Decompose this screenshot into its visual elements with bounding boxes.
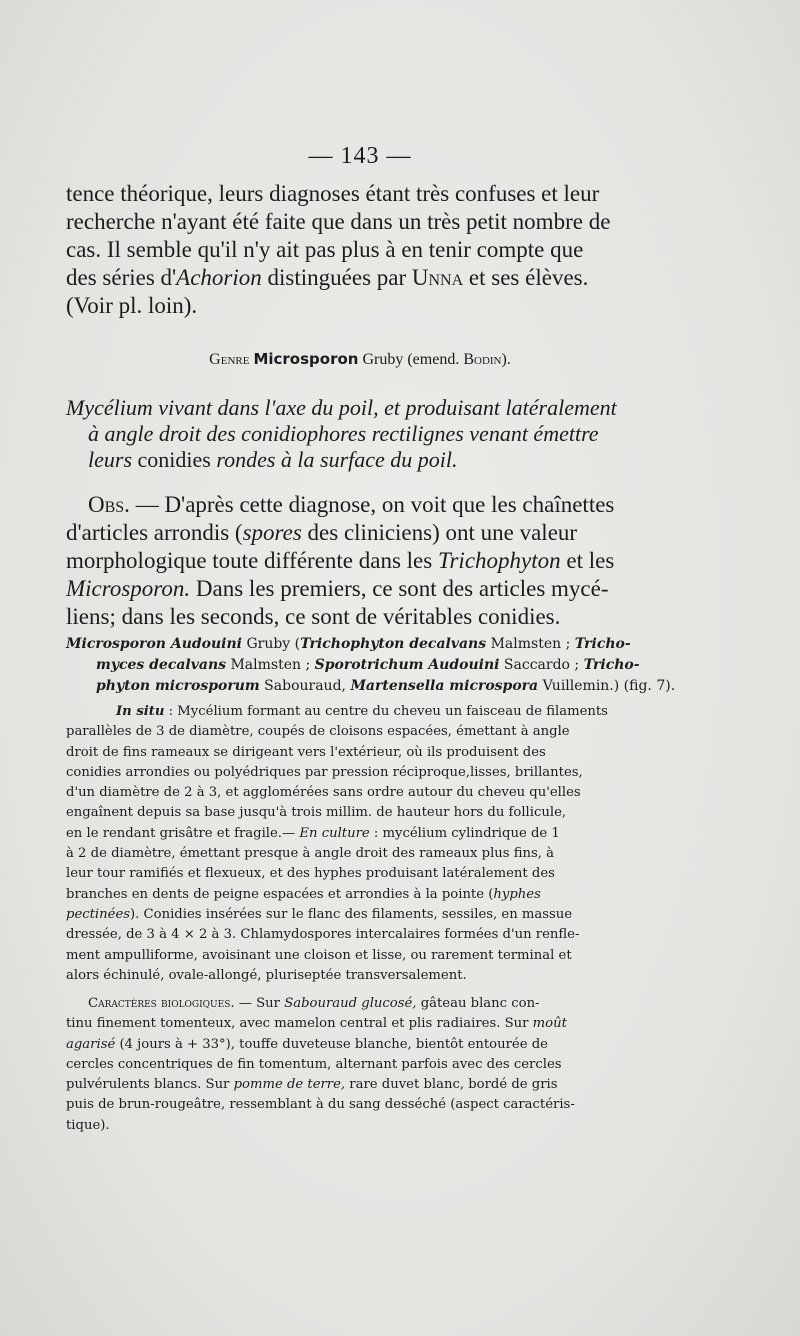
intro-paragraph bbox=[66, 180, 652, 320]
genus-heading: Genre Microsporon Gruby (emend. Bodin). bbox=[209, 350, 511, 368]
biological-characters: Caractères biologiques. — Sur Sabouraud glucosé, gâteau blanc con- tinu finement tomenteux, avec mamelon central et plis radiaires. Sur moût agarisé (4 jours à + 33°), touffe duveteuse blanche, bientôt entourée de cercles concentriques de fin tomentum, alternant parfois avec des cercles pulvérulents blancs. Sur pomme de terre, rare duvet blanc, bordé de gris puis de brun-rougeâtre, ressemblant à du sang desséché (aspect caractéris- tique). bbox=[66, 996, 575, 1133]
text-line: (Voir pl. loin). bbox=[66, 293, 198, 318]
page-number: — 143 — bbox=[308, 143, 412, 169]
genus-diagnosis: Mycélium vivant dans l'axe du poil, et produisant latéralement à angle droit des conidiophores rectilignes venant émettre leurs conidies rondes à la surface du poil. bbox=[66, 395, 617, 472]
species-synonymy: Microsporon Audouini Gruby (Trichophyton decalvans Malmsten ; Tricho- myces decalvans Malmsten ; Sporotrichum Audouini Saccardo ; Tricho- phyton microsporum Sabouraud, Martensella microspora Vuillemin.) (fig. 7). bbox=[66, 636, 676, 694]
genus-name: Achorion bbox=[176, 265, 262, 290]
author-name: Unna bbox=[411, 265, 464, 290]
text-line: des séries d'Achorion distinguées par Unna et ses élèves. bbox=[66, 265, 589, 290]
observation-paragraph: Obs. — D'après cette diagnose, on voit que les chaînettes d'articles arrondis (spores des cliniciens) ont une valeur morphologique toute différente dans les Trichophyton et les Microsporon. Dans les premiers, ce sont des articles mycé- liens; dans les seconds, ce sont de véritables conidies. bbox=[66, 492, 615, 629]
text-line: tence théorique, leurs diagnoses étant très confuses et leur bbox=[66, 181, 600, 206]
text-line: cas. Il semble qu'il n'y ait pas plus à en tenir compte que bbox=[66, 237, 584, 262]
species-description: In situ : Mycélium formant au centre du cheveu un faisceau de filaments parallèles de 3 de diamètre, coupés de cloisons espacées, émettant à angle droit de fins rameaux se dirigeant vers l'extérieur, où ils produisent des conidies arrondies ou polyédriques par pression réciproque,lisses, brillantes, d'un diamètre de 2 à 3, et agglomérées sans ordre autour du cheveu qu'elles engaînent depuis sa base jusqu'à trois millim. de hauteur hors du follicule, en le rendant grisâtre et fragile.— En culture : mycélium cylindrique de 1 à 2 de diamètre, émettant presque à angle droit des rameaux plus fins, à leur tour ramifiés et flexueux, et des hyphes produisant latéralement des branches en dents de peigne espacées et arrondies à la pointe (hyphes pectinées). Conidies insérées sur le flanc des filaments, sessiles, en massue dressée, de 3 à 4 × 2 à 3. Chlamydospores intercalaires formées d'un renfle- ment ampulliforme, avoisinant une cloison et lisse, ou rarement terminal et alors échinulé, ovale-allongé, pluriseptée transversalement. bbox=[66, 704, 608, 983]
genus-title: Microsporon bbox=[253, 350, 359, 368]
text-line: recherche n'ayant été faite que dans un très petit nombre de bbox=[66, 209, 611, 234]
